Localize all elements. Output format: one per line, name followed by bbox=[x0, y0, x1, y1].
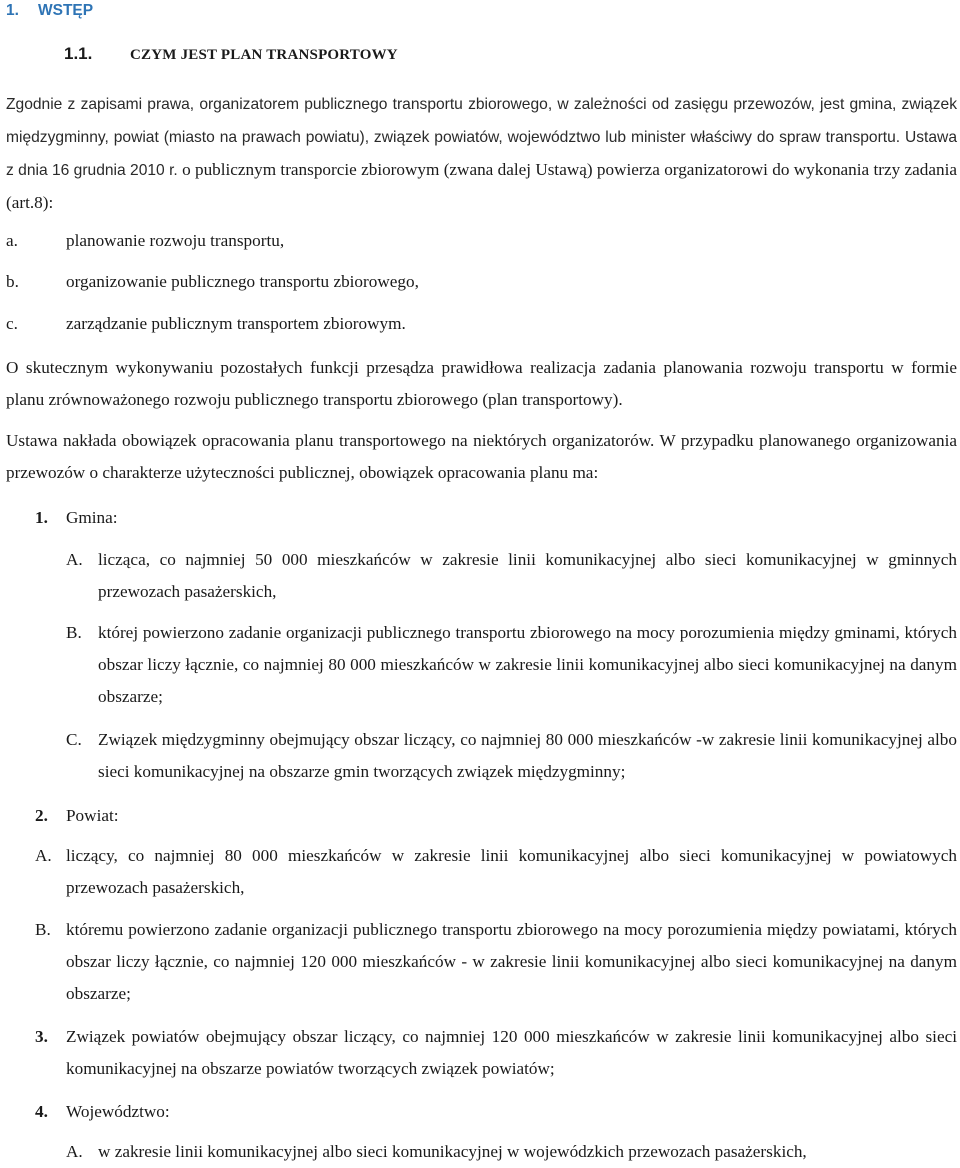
list-item-text: Związek międzygminny obejmujący obszar liczący, co najmniej 80 000 mieszkańców -w zakresie linii komunikacyjnej albo sieci komunikacyjnej na obszarze gmin tworzących związek międzygminny; bbox=[98, 730, 957, 781]
list-item bbox=[66, 544, 957, 608]
list-item bbox=[66, 724, 957, 788]
list-item-text: planowanie rozwoju transportu, bbox=[66, 231, 285, 250]
body-paragraph bbox=[6, 352, 957, 416]
list-item bbox=[35, 914, 957, 1010]
list-item-text: liczący, co najmniej 80 000 mieszkańców w zakresie linii komunikacyjnej albo sieci komunikacyjnej w powiatowych przewozach pasażerskich, bbox=[66, 846, 957, 897]
list-item-label: Powiat: bbox=[66, 806, 119, 825]
section-heading bbox=[6, 2, 93, 20]
list-marker: B. bbox=[35, 920, 51, 939]
list-item bbox=[6, 225, 906, 257]
list-marker: C. bbox=[66, 730, 82, 749]
list-item-text: któremu powierzono zadanie organizacji publicznego transportu zbiorowego na mocy porozumienia między powiatami, których obszar liczy łącznie, co najmniej 120 000 mieszkańców - w zakresie linii komunikacyjnej albo sieci komunikacyjnej na danym obszarze; bbox=[66, 920, 957, 1003]
list-item-label: Gmina: bbox=[66, 508, 118, 527]
list-item-gmina bbox=[35, 502, 835, 534]
list-item-text: w zakresie linii komunikacyjnej albo sieci komunikacyjnej w wojewódzkich przewozach pasażerskich, bbox=[98, 1142, 807, 1161]
list-marker: A. bbox=[66, 1142, 83, 1161]
list-marker: 1. bbox=[35, 508, 48, 527]
list-item-wojewodztwo bbox=[35, 1096, 835, 1128]
list-item-text: której powierzono zadanie organizacji publicznego transportu zbiorowego na mocy porozumienia między gminami, których obszar liczy łącznie, co najmniej 80 000 mieszkańców w zakresie linii komunikacyjnej albo sieci komunikacyjnej na danym obszarze; bbox=[98, 623, 957, 706]
paragraph-text: Ustawa nakłada obowiązek opracowania planu transportowego na niektórych organizatorów. W przypadku planowanego organizowania przewozów o charakterze użyteczności publicznej, obowiązek opracowania planu ma: bbox=[6, 431, 957, 482]
section-number: 1. bbox=[6, 2, 19, 19]
subsection-number: 1.1. bbox=[64, 44, 93, 63]
list-item bbox=[6, 308, 906, 340]
subsection-title: CZYM JEST PLAN TRANSPORTOWY bbox=[130, 47, 398, 63]
list-item bbox=[35, 840, 957, 904]
list-item-label: Województwo: bbox=[66, 1102, 170, 1121]
list-item bbox=[66, 617, 957, 713]
list-item bbox=[6, 266, 906, 298]
list-marker: 3. bbox=[35, 1027, 48, 1046]
list-item-zwiazek-powiatow bbox=[35, 1021, 957, 1085]
section-title: WSTĘP bbox=[38, 2, 94, 19]
list-marker: B. bbox=[66, 623, 82, 642]
list-marker: 4. bbox=[35, 1102, 48, 1121]
list-marker: a. bbox=[6, 231, 18, 250]
list-marker: A. bbox=[35, 846, 52, 865]
list-item-powiat bbox=[35, 800, 835, 832]
list-marker: c. bbox=[6, 314, 18, 333]
list-item-text: Związek powiatów obejmujący obszar liczący, co najmniej 120 000 mieszkańców w zakresie linii komunikacyjnej albo sieci komunikacyjnej na obszarze powiatów tworzących związek powiatów; bbox=[66, 1027, 957, 1078]
list-item-text: organizowanie publicznego transportu zbiorowego, bbox=[66, 272, 419, 291]
intro-text-part1: Zgodnie z zapisami prawa, organizatorem publicznego transportu zbiorowego, w zależności od zasięgu przewozów, jest gmina, związek międzygminny, powiat (miasto na prawach powiatu), związek powiatów, województwo lub minister właściwy do spraw transportu. Ustawa z dnia 16 grudnia 2010 r. bbox=[6, 96, 957, 179]
list-item bbox=[66, 1136, 957, 1168]
subsection-heading bbox=[64, 44, 398, 64]
list-marker: A. bbox=[66, 550, 83, 569]
list-marker: 2. bbox=[35, 806, 48, 825]
intro-paragraph bbox=[6, 88, 957, 219]
intro-text-part2: o publicznym transporcie zbiorowym (zwana dalej Ustawą) powierza organizatorowi do wykonania trzy zadania (art.8): bbox=[6, 160, 957, 212]
list-item-text: licząca, co najmniej 50 000 mieszkańców w zakresie linii komunikacyjnej albo sieci komunikacyjnej w gminnych przewozach pasażerskich, bbox=[98, 550, 957, 601]
body-paragraph bbox=[6, 425, 957, 489]
paragraph-text: O skutecznym wykonywaniu pozostałych funkcji przesądza prawidłowa realizacja zadania planowania rozwoju transportu w formie planu zrównoważonego rozwoju publicznego transportu zbiorowego (plan transportowy). bbox=[6, 358, 957, 409]
list-marker: b. bbox=[6, 272, 19, 291]
list-item-text: zarządzanie publicznym transportem zbiorowym. bbox=[66, 314, 406, 333]
